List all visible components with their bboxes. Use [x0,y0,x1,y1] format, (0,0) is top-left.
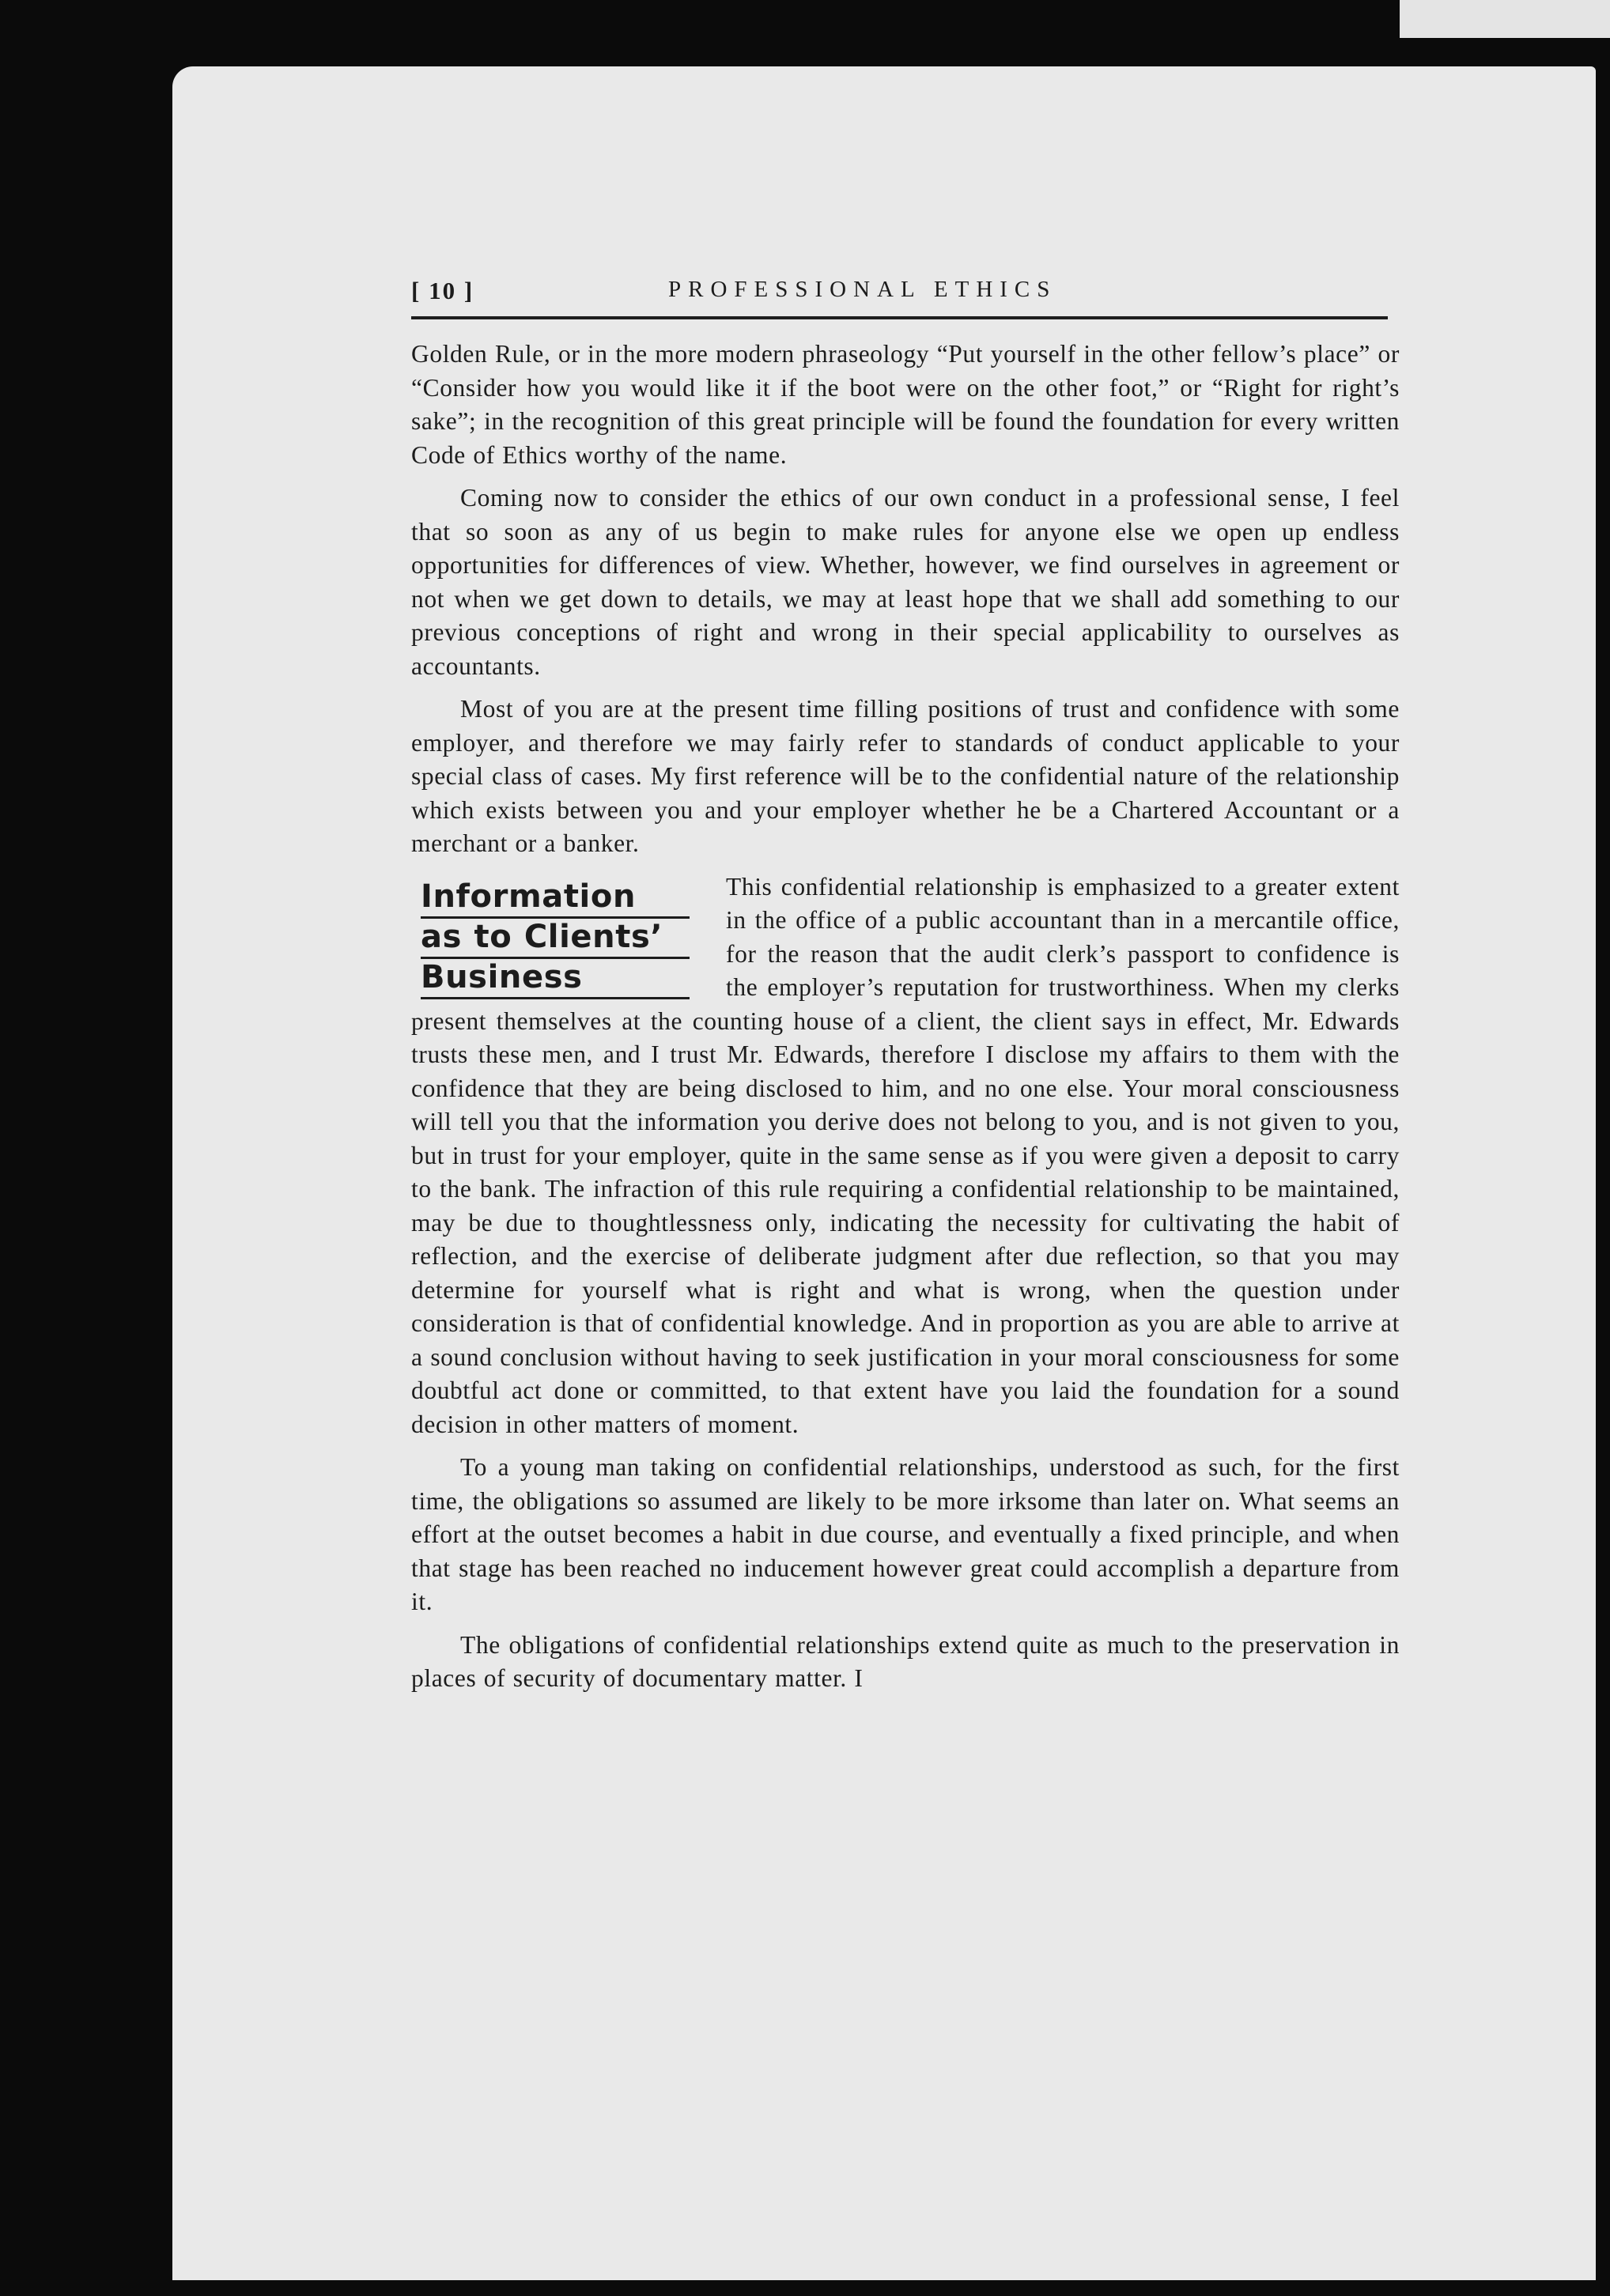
paragraph-3: Most of you are at the present time filling positions of trust and confidence with some employer, and therefore we may fairly refer to standards of conduct applicable to your special class of cases. My first reference will be to the confidential nature of the relationship which exists between you and your employer whether he be a Chartered Accountant or a merchant or a banker. [411,695,1400,857]
paragraph-4: This confidential relationship is emphasized to a greater extent in the office of a public accountant than in a mercantile office, for the reason that the audit clerk’s passport to confidence is the employer’s reputation for trustworthiness. When my clerks present themselves at the counting house of a client, the client says in effect, Mr. Edwards trusts these men, and I trust Mr. Edwards, therefore I disclose my affairs to them with the confidence that they are being disclosed to him, and no one else. Your moral consciousness will tell you that the information you derive does not belong to you, and is not given to you, but in trust for your employer, quite in the same sense as if you were given a deposit to carry to the bank. The infraction of this rule requiring a confidential relationship to be maintained, may be due to thoughtlessness only, indicating the necessity for cultivating the habit of reflection, and the exercise of deliberate judgment after due reflection, so that you may determine for yourself what is right and what is wrong, when the question under consideration is that of confidential knowledge. And in proportion as you are able to arrive at a sound conclusion without having to seek justification in your moral consciousness for some doubtful act done or committed, to that extent have you laid the foundation for a sound decision in other matters of moment. [411,872,1400,1438]
adjacent-page-edge [1400,0,1610,38]
paragraph-1: Golden Rule, or in the more modern phraseology “Put yourself in the other fellow’s place” or “Consider how you would like it if the boot were on the other foot,” or “Right for right’s sake”; in the recognition of this great principle will be found the foundation for every written Code of Ethics worthy of the name. [411,340,1400,469]
running-title: PROFESSIONAL ETHICS [668,277,1057,302]
side-heading-line-1: Information [421,878,690,919]
side-heading-line-2: as to Clients’ [421,919,690,959]
paragraph-5: To a young man taking on confidential relationships, understood as such, for the first time, the obligations so assumed are likely to be more irksome than later on. What seems an effort at the outset becomes a habit in due course, and eventually a fixed principle, and when that stage has been reached no inducement however great could accomplish a departure from it. [411,1453,1400,1615]
paragraph-6: The obligations of confidential relationships extend quite as much to the preservation in places of security of documentary matter. I [411,1630,1400,1692]
side-heading [421,878,690,999]
page-number: [ 10 ] [411,277,474,304]
page-header [411,269,1388,319]
paragraph-2: Coming now to consider the ethics of our own conduct in a professional sense, I feel that so soon as any of us begin to make rules for anyone else we open up endless opportunities for differences of view. Whether, however, we find ourselves in agreement or not when we get down to details, we may at least hope that we shall add something to our previous conceptions of right and wrong in their special applicability to ourselves as accountants. [411,484,1400,680]
side-heading-line-3: Business [421,959,690,999]
body-text [411,338,1400,1705]
side-heading-block [411,870,1400,1442]
